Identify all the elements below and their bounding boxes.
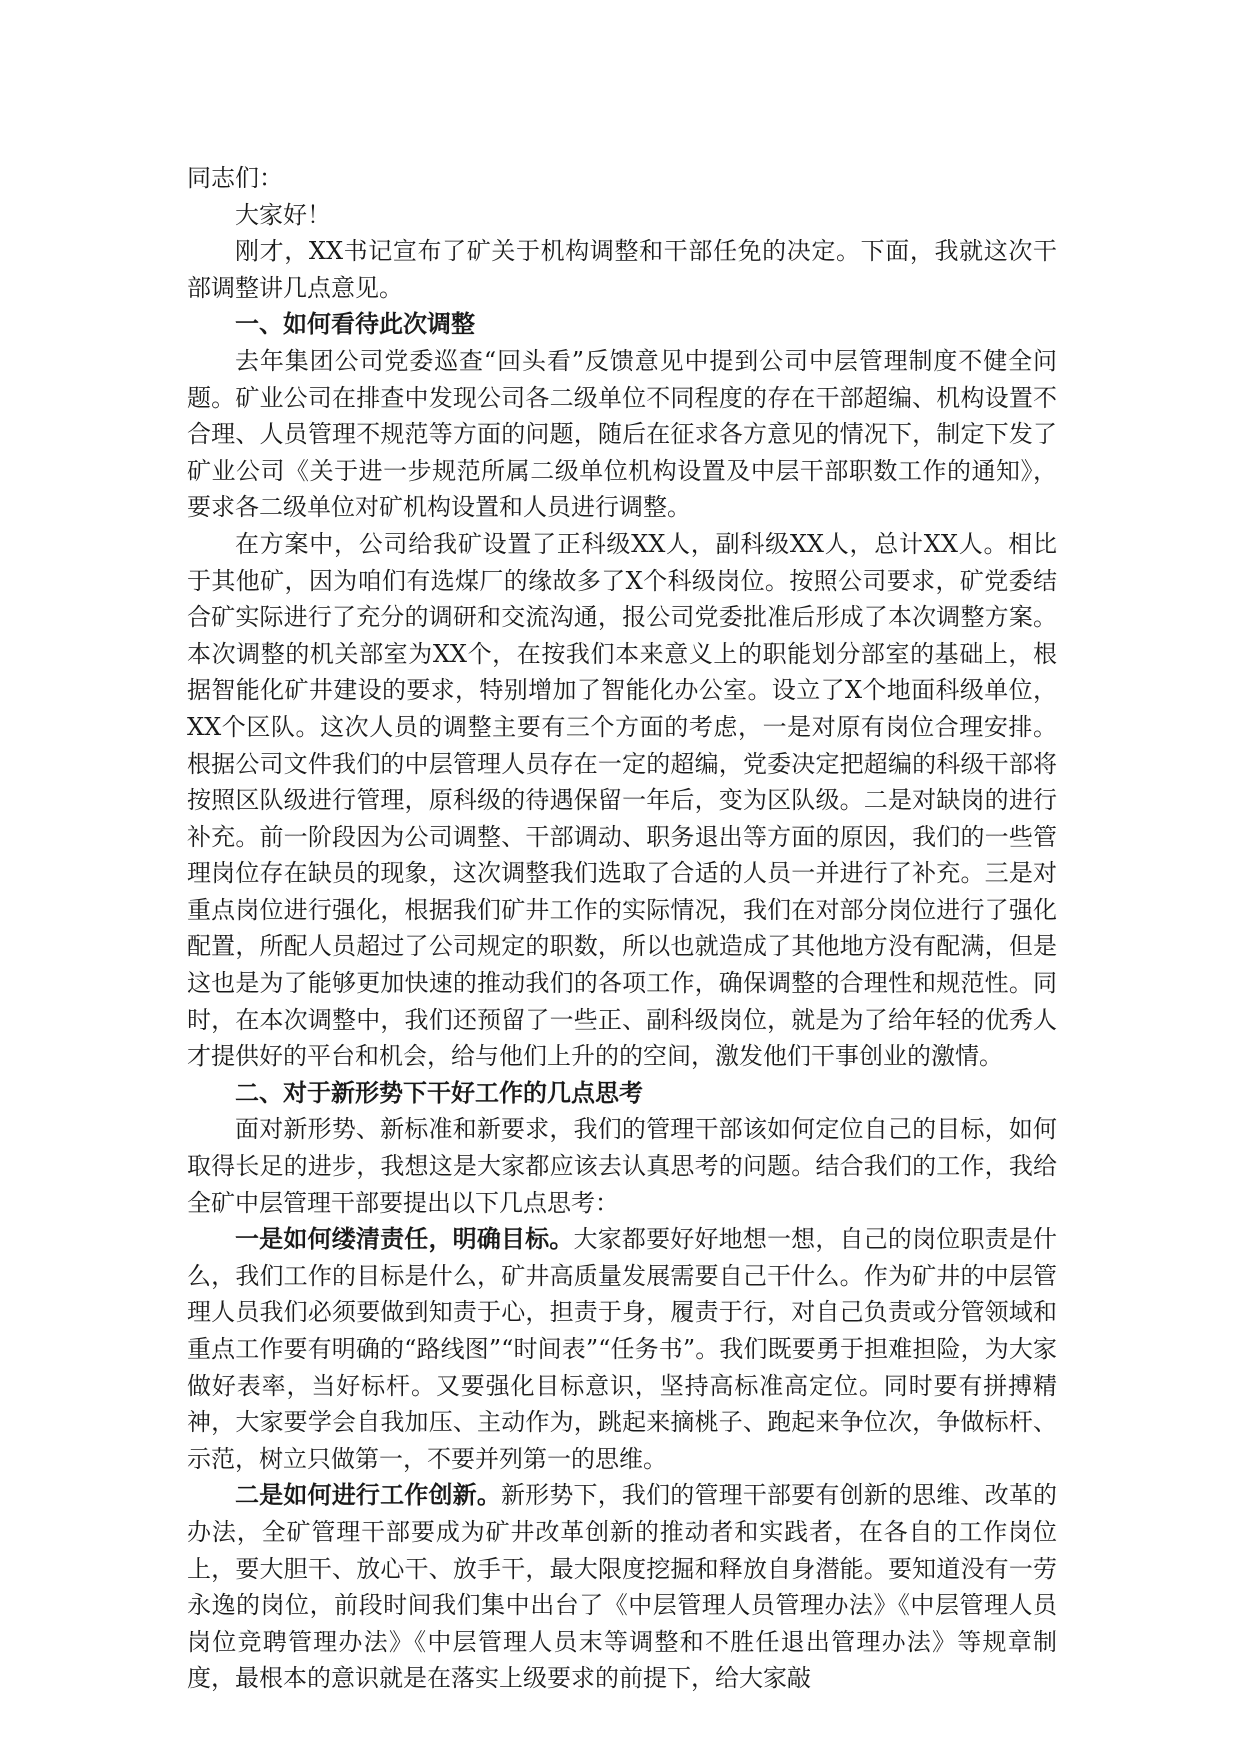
point-1-body: 大家都要好好地想一想，自己的岗位职责是什么，我们工作的目标是什么，矿井高质量发展需要自己干什么。作为矿井的中层管理人员我们必须要做到知责于心，担责于身，履责于行，对自己负责或分管领域和重点工作要有明确的“路线图”“时间表”“任务书”。我们既要勇于担难担险，为大家做好表率，当好标杆。又要强化目标意识，坚持高标准高定位。同时要有拼搏精神，大家要学会自我加压、主动作为，跳起来摘桃子、跑起来争位次，争做标杆、示范，树立只做第一，不要并列第一的思维。	[187, 1225, 1058, 1473]
section-1-paragraph-1: 去年集团公司党委巡查“回头看”反馈意见中提到公司中层管理制度不健全问题。矿业公司在排查中发现公司各二级单位不同程度的存在干部超编、机构设置不合理、人员管理不规范等方面的问题，随后在征求各方意见的情况下，制定下发了矿业公司《关于进一步规范所属二级单位机构设置及中层干部职数工作的通知》，要求各二级单位对矿机构设置和人员进行调整。	[187, 346, 1057, 522]
section-1-paragraph-2: 在方案中，公司给我矿设置了正科级XX人，副科级XX人，总计XX人。相比于其他矿，因为咱们有选煤厂的缘故多了X个科级岗位。按照公司要求，矿党委结合矿实际进行了充分的调研和交流沟通，报公司党委批准后形成了本次调整方案。本次调整的机关部室为XX个，在按我们本来意义上的职能划分部室的基础上，根据智能化矿井建设的要求，特别增加了智能化办公室。设立了X个地面科级单位，XX个区队。这次人员的调整主要有三个方面的考虑，一是对原有岗位合理安排。根据公司文件我们的中层管理人员存在一定的超编，党委决定把超编的科级干部将按照区队级进行管理，原科级的待遇保留一年后，变为区队级。二是对缺岗的进行补充。前一阶段因为公司调整、干部调动、职务退出等方面的原因，我们的一些管理岗位存在缺员的现象，这次调整我们选取了合适的人员一并进行了补充。三是对重点岗位进行强化，根据我们矿井工作的实际情况，我们在对部分岗位进行了强化配置，所配人员超过了公司规定的职数，所以也就造成了其他地方没有配满，但是这也是为了能够更加快速的推动我们的各项工作，确保调整的合理性和规范性。同时，在本次调整中，我们还预留了一些正、副科级岗位，就是为了给年轻的优秀人才提供好的平台和机会，给与他们上升的的空间，激发他们干事创业的激情。	[187, 529, 1057, 1071]
point-1-lead: 一是如何缕清责任，明确目标。	[235, 1224, 574, 1254]
point-2-paragraph	[187, 1477, 1057, 1697]
greeting: 大家好！	[235, 200, 331, 229]
salutation: 同志们：	[187, 164, 283, 192]
point-2-body: 新形势下，我们的管理干部要有创新的思维、改革的办法，全矿管理干部要成为矿井改革创新的推动者和实践者，在各自的工作岗位上，要大胆干、放心干、放手干，最大限度挖掘和释放自身潜能。要知道没有一劳永逸的岗位，前段时间我们集中出台了《中层管理人员管理办法》《中层管理人员岗位竞聘管理办法》《中层管理人员末等调整和不胜任退出管理办法》等规章制度，最根本的意识就是在落实上级要求的前提下，给大家敲	[187, 1481, 1057, 1693]
intro-paragraph: 刚才，XX书记宣布了矿关于机构调整和干部任免的决定。下面，我就这次干部调整讲几点意见。	[187, 237, 1057, 302]
point-1-paragraph	[187, 1221, 1057, 1477]
document-body	[187, 160, 1057, 1697]
section-2-intro: 面对新形势、新标准和新要求，我们的管理干部该如何定位自己的目标，如何取得长足的进步，我想这是大家都应该去认真思考的问题。结合我们的工作，我给全矿中层管理干部要提出以下几点思考：	[187, 1115, 1057, 1217]
point-2-lead: 二是如何进行工作创新。	[235, 1480, 501, 1510]
section-1-heading: 一、如何看待此次调整	[235, 309, 475, 339]
section-2-heading: 二、对于新形势下干好工作的几点思考	[235, 1077, 643, 1107]
